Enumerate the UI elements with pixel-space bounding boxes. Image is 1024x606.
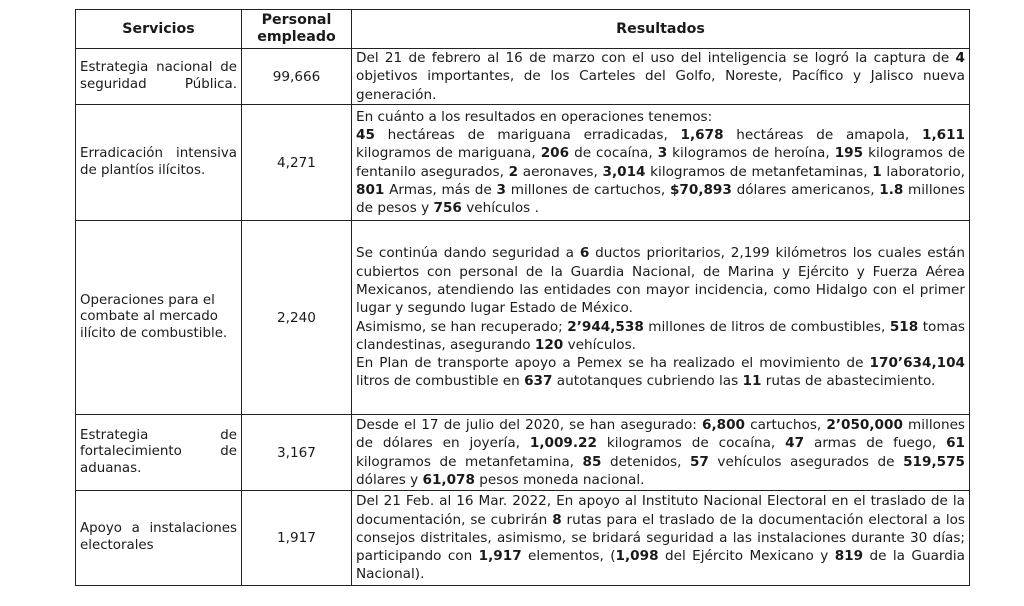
personal-cell: 4,271 — [242, 105, 352, 221]
resultados-cell: Desde el 17 de julio del 2020, se han asegurado: 6,800 cartuchos, 2’050,000 millones de dólares en joyería, 1,009.22 kilogramos de cocaína, 47 armas de fuego, 61 kilogramos de metanfetamina, 85 detenidos, 57 vehículos asegurados de 519,575 dólares y 61,078 pesos moneda nacional. — [352, 415, 970, 491]
highlighted-figure: 195 — [834, 145, 864, 162]
highlighted-figure: 1,009.22 — [529, 435, 597, 452]
resultados-paragraph: Asimismo, se han recuperado; 2’944,538 millones de litros de combustibles, 518 tomas clandestinas, asegurando 120 vehículos. — [356, 318, 965, 353]
highlighted-figure: 57 — [689, 453, 709, 470]
highlighted-figure: 518 — [889, 318, 919, 335]
servicio-cell: Apoyo a instalaciones electorales — [76, 491, 242, 586]
servicio-cell: Estrategia de fortalecimiento de aduanas. — [76, 415, 242, 491]
highlighted-figure: 2 — [508, 163, 519, 180]
header-row — [76, 10, 970, 49]
resultados-cell: Del 21 de febrero al 16 de marzo con el uso del inteligencia se logró la captura de 4 objetivos importantes, de los Carteles del Golfo, Noreste, Pacífico y Jalisco nueva generación. — [352, 49, 970, 105]
table-row — [76, 105, 970, 221]
highlighted-figure: 1,917 — [478, 548, 522, 565]
results-table — [75, 9, 970, 586]
highlighted-figure: 8 — [552, 511, 562, 528]
highlighted-figure: 6,800 — [701, 416, 745, 433]
highlighted-figure: 2’944,538 — [567, 318, 644, 335]
personal-cell: 3,167 — [242, 415, 352, 491]
highlighted-figure: 6 — [579, 245, 590, 262]
highlighted-figure: 2’050,000 — [826, 416, 903, 433]
highlighted-figure: 801 — [356, 181, 385, 198]
servicio-cell: Erradicación intensiva de plantíos ilícitos. — [76, 105, 242, 221]
resultados-intro: En cuánto a los resultados en operaciones tenemos: — [356, 108, 713, 125]
header-servicios: Servicios — [76, 10, 242, 49]
highlighted-figure: 1 — [872, 163, 882, 180]
table-row — [76, 491, 970, 586]
highlighted-figure: 11 — [742, 373, 762, 390]
highlighted-figure: 3,014 — [602, 163, 646, 180]
personal-cell: 2,240 — [242, 221, 352, 415]
table-row — [76, 49, 970, 105]
resultados-cell — [352, 105, 970, 221]
header-personal-line2: empleado — [257, 29, 336, 45]
highlighted-figure: 756 — [433, 200, 462, 217]
header-resultados: Resultados — [352, 10, 970, 49]
personal-cell: 1,917 — [242, 491, 352, 586]
highlighted-figure: 47 — [785, 435, 805, 452]
highlighted-figure: 4 — [955, 50, 965, 67]
highlighted-figure: 819 — [834, 548, 864, 565]
header-personal — [242, 10, 352, 49]
highlighted-figure: 3 — [657, 145, 668, 162]
highlighted-figure: 61,078 — [422, 471, 475, 488]
highlighted-figure: 45 — [356, 126, 375, 143]
highlighted-figure: 1,611 — [922, 126, 965, 143]
highlighted-figure: 3 — [496, 181, 506, 198]
highlighted-figure: 170’634,104 — [869, 355, 965, 372]
table-row — [76, 415, 970, 491]
servicio-cell: Estrategia nacional de seguridad Pública. — [76, 49, 242, 105]
highlighted-figure: 120 — [534, 336, 564, 353]
servicio-cell: Operaciones para el combate al mercado ilícito de combustible. — [76, 221, 242, 415]
resultados-cell: Del 21 Feb. al 16 Mar. 2022, En apoyo al Instituto Nacional Electoral en el traslado de la documentación, se cubrirán 8 rutas para el traslado de la documentación electoral a los consejos distritales, asimismo, se bridará seguridad a las instalaciones durante 30 días; participando con 1,917 elementos, (1,098 del Ejército Mexicano y 819 de la Guardia Nacional). — [352, 491, 970, 586]
highlighted-figure: $70,893 — [669, 181, 732, 198]
resultados-paragraph: Se continúa dando seguridad a 6 ductos prioritarios, 2,199 kilómetros los cuales están cubiertos con personal de la Guardia Nacional, de Marina y Ejército y Fuerza Aérea Mexicanos, atendiendo las entidades con mayor incidencia, como Hidalgo con el primer lugar y segundo lugar Estado de México. — [356, 245, 965, 317]
highlighted-figure: 1,098 — [615, 548, 659, 565]
header-personal-line1: Personal — [261, 12, 332, 28]
highlighted-figure: 85 — [582, 453, 602, 470]
highlighted-figure: 206 — [540, 145, 570, 162]
highlighted-figure: 61 — [946, 435, 965, 452]
table-row — [76, 221, 970, 415]
resultados-cell — [352, 221, 970, 415]
highlighted-figure: 1.8 — [879, 181, 904, 198]
highlighted-figure: 1,678 — [680, 126, 724, 143]
personal-cell: 99,666 — [242, 49, 352, 105]
highlighted-figure: 519,575 — [903, 453, 965, 470]
resultados-paragraph: En Plan de transporte apoyo a Pemex se ha realizado el movimiento de 170’634,104 litros de combustible en 637 autotanques cubriendo las 11 rutas de abastecimiento. — [356, 355, 965, 390]
resultados-text: 45 hectáreas de mariguana erradicadas, 1,678 hectáreas de amapola, 1,611 kilogramos de mariguana, 206 de cocaína, 3 kilogramos de heroína, 195 kilogramos de fentanilo asegurados, 2 aeronaves, 3,014 kilogramos de metanfetaminas, 1 laboratorio, 801 Armas, más de 3 millones de cartuchos, $70,893 dólares americanos, 1.8 millones de pesos y 756 vehículos . — [356, 126, 965, 217]
highlighted-figure: 637 — [524, 373, 553, 390]
